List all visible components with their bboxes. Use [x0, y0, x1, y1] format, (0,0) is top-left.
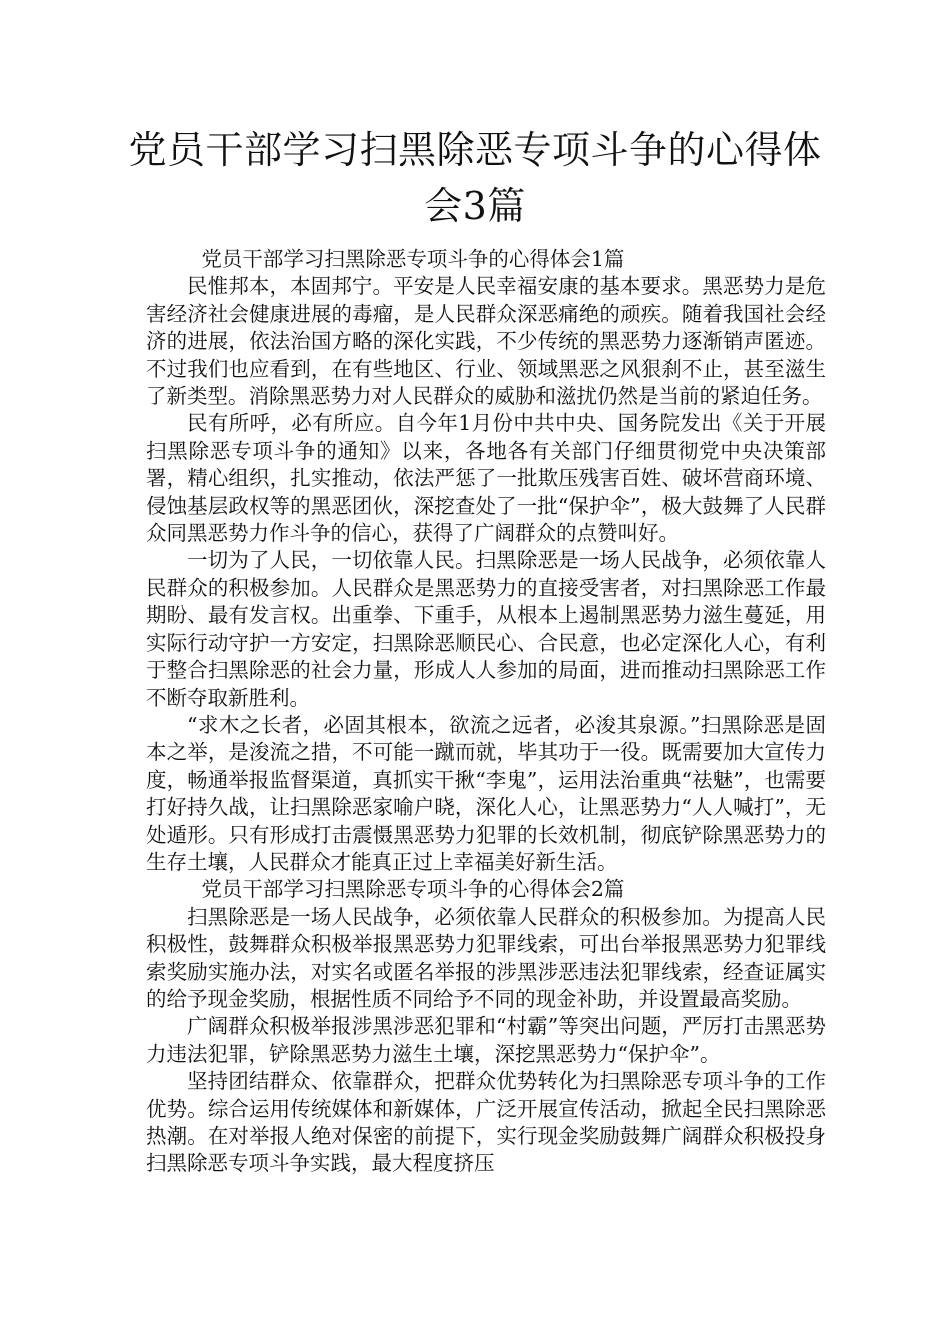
- paragraph: 广阔群众积极举报涉黑涉恶犯罪和“村霸”等突出问题，严厉打击黑恶势力违法犯罪，铲除黑恶势力滋生土壤，深挖黑恶势力“保护伞”。: [146, 1014, 826, 1066]
- paragraph: “求木之长者，必固其根本，欲流之远者，必浚其泉源。”扫黑除恶是固本之举，是浚流之措，不可能一蹴而就，毕其功于一役。既需要加大宣传力度，畅通举报监督渠道，真抓实干揪“李鬼”，运用法治重典“祛魅”，也需要打好持久战，让扫黑除恶家喻户晓，深化人心，让黑恶势力“人人喊打”，无处遁形。只有形成打击震慑黑恶势力犯罪的长效机制，彻底铲除黑恶势力的生存土壤，人民群众才能真正过上幸福美好新生活。: [146, 712, 826, 874]
- document-title: [120, 122, 830, 234]
- paragraph: 坚持团结群众、依靠群众，把群众优势转化为扫黑除恶专项斗争的工作优势。综合运用传统媒体和新媒体，广泛开展宣传活动，掀起全民扫黑除恶热潮。在对举报人绝对保密的前提下，实行现金奖励鼓舞广阔群众积极投身扫黑除恶专项斗争实践，最大程度挤压: [146, 1069, 826, 1176]
- paragraph: 一切为了人民，一切依靠人民。扫黑除恶是一场人民战争，必须依靠人民群众的积极参加。人民群众是黑恶势力的直接受害者，对扫黑除恶工作最期盼、最有发言权。出重拳、下重手，从根本上遏制黑恶势力滋生蔓延，用实际行动守护一方安定，扫黑除恶顺民心、合民意，也必定深化人心，有利于整合扫黑除恶的社会力量，形成人人参加的局面，进而推动扫黑除恶工作不断夺取新胜利。: [146, 548, 826, 710]
- document-body: [146, 246, 826, 1178]
- paragraph: 扫黑除恶是一场人民战争，必须依靠人民群众的积极参加。为提高人民积极性，鼓舞群众积极举报黑恶势力犯罪线索，可出台举报黑恶势力犯罪线索奖励实施办法，对实名或匿名举报的涉黑涉恶违法犯罪线索，经查证属实的给予现金奖励，根据性质不同给予不同的现金补助，并设置最高奖励。: [146, 904, 826, 1011]
- document-title-line-2: 会3篇: [424, 184, 526, 228]
- document-title-line-1: 党员干部学习扫黑除恶专项斗争的心得体: [128, 128, 822, 172]
- section-heading-1: 党员干部学习扫黑除恶专项斗争的心得体会1篇: [201, 247, 625, 271]
- section-heading-2: 党员干部学习扫黑除恶专项斗争的心得体会2篇: [201, 877, 625, 902]
- paragraph: 民惟邦本，本固邦宁。平安是人民幸福安康的基本要求。黑恶势力是危害经济社会健康进展的毒瘤，是人民群众深恶痛绝的顽疾。随着我国社会经济的进展，依法治国方略的深化实践，不少传统的黑恶势力逐渐销声匿迹。不过我们也应看到，在有些地区、行业、领域黑恶之风狠刹不止，甚至滋生了新类型。消除黑恶势力对人民群众的威胁和滋扰仍然是当前的紧迫任务。: [146, 274, 826, 409]
- paragraph: 民有所呼，必有所应。自今年1月份中共中央、国务院发出《关于开展扫黑除恶专项斗争的通知》以来，各地各有关部门仔细贯彻党中央决策部署，精心组织，扎实推动，依法严惩了一批欺压残害百姓、破坏营商环境、侵蚀基层政权等的黑恶团伙，深挖查处了一批“保护伞”，极大鼓舞了人民群众同黑恶势力作斗争的信心，获得了广阔群众的点赞叫好。: [146, 411, 826, 546]
